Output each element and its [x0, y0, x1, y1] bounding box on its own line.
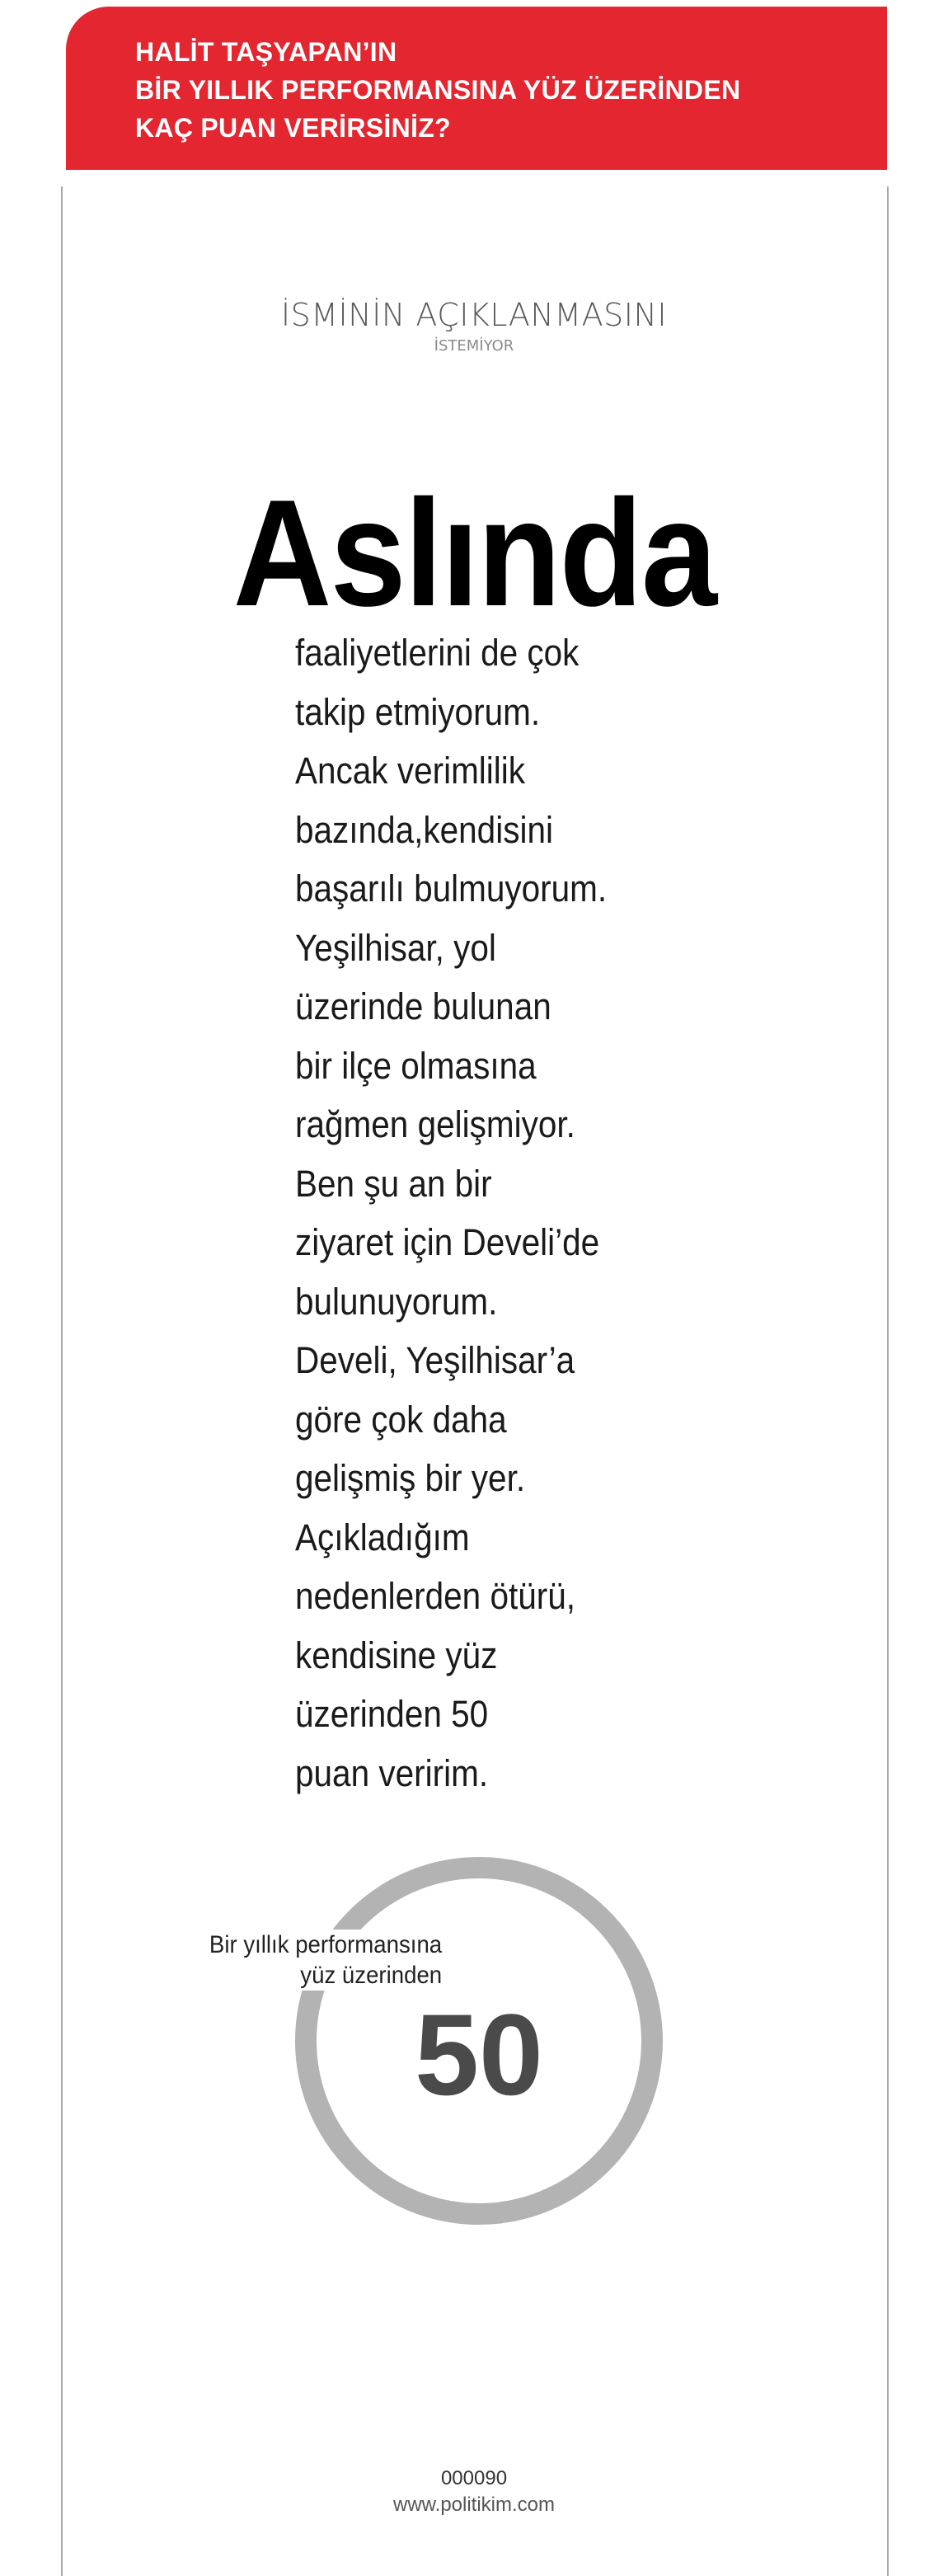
body-line: ziyaret için Develi’de [295, 1221, 600, 1263]
footer-code: 000090 [440, 2467, 508, 2489]
body-line: gelişmiş bir yer. [295, 1457, 526, 1499]
body-line: Ben şu an bir [295, 1162, 492, 1205]
body-line: Açıkladığım [295, 1516, 470, 1558]
question-line-2: BİR YILLIK PERFORMANSINA YÜZ ÜZERİNDEN [135, 75, 741, 105]
body-line: bir ilçe olmasına [295, 1044, 537, 1087]
body-line: Yeşilhisar, yol [295, 926, 496, 969]
footer [0, 2466, 948, 2518]
body-line: Develi, Yeşilhisar’a [295, 1339, 575, 1381]
body-line: göre çok daha [295, 1398, 507, 1441]
body-line: üzerinden 50 [295, 1693, 489, 1735]
headline: Aslında [232, 468, 716, 637]
body-line: üzerinde bulunan [295, 985, 551, 1027]
body-line: başarılı bulmuyorum. [295, 867, 608, 910]
footer-url: www.politikim.com [392, 2494, 556, 2516]
source-name: İSMİNİN AÇIKLANMASINI [280, 297, 668, 333]
body-line: puan veririm. [295, 1751, 489, 1794]
score-value: 50 [415, 1990, 543, 2119]
question-line-1: HALİT TAŞYAPAN’IN [135, 37, 397, 67]
source-label [0, 295, 948, 356]
source-subtitle: İSTEMİYOR [434, 337, 514, 355]
question-line-3: KAÇ PUAN VERİRSİNİZ? [135, 113, 451, 143]
answer-body [295, 623, 724, 1803]
score-caption-line-2: yüz üzerinden [300, 1962, 443, 1989]
body-line: faaliyetlerini de çok [295, 632, 580, 674]
header-banner [66, 7, 887, 170]
body-line: kendisine yüz [295, 1634, 498, 1676]
body-line: rağmen gelişmiyor. [295, 1103, 575, 1145]
body-line: nedenlerden ötürü, [295, 1575, 576, 1617]
score-caption [172, 1930, 443, 1991]
body-line: bulunuyorum. [295, 1280, 498, 1323]
score-caption-line-1: Bir yıllık performansına [209, 1931, 443, 1958]
body-line: Ancak verimlilik [295, 750, 526, 792]
body-line: takip etmiyorum. [295, 690, 541, 733]
body-line: bazında,kendisini [295, 808, 553, 851]
